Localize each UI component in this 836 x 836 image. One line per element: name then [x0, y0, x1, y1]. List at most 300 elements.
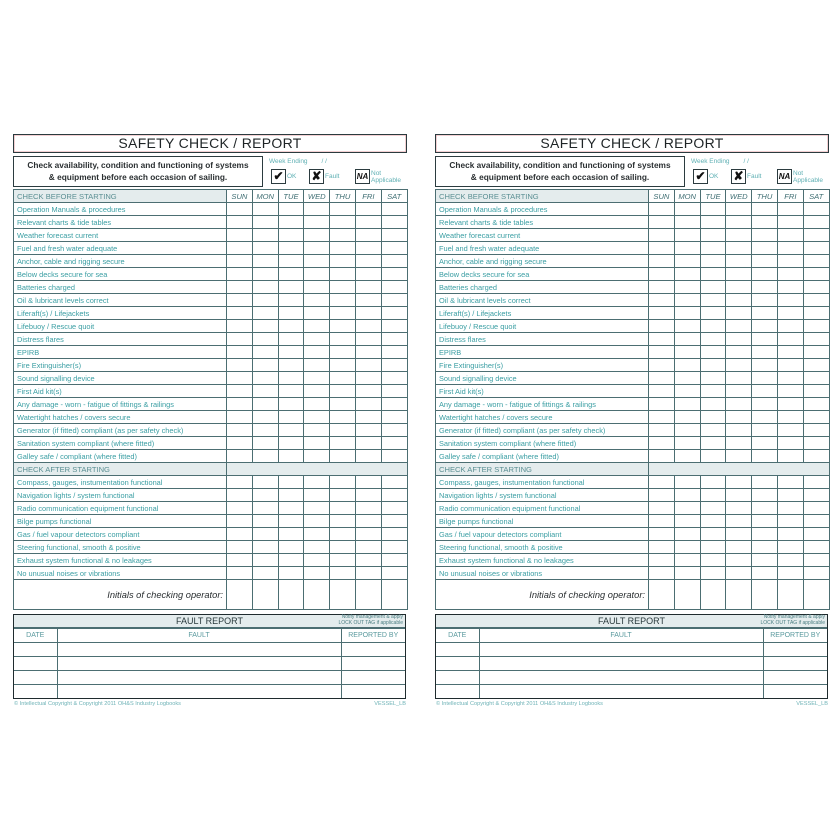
- check-cell-thu[interactable]: [752, 489, 778, 502]
- check-cell-fri[interactable]: [777, 385, 803, 398]
- check-cell-thu[interactable]: [752, 216, 778, 229]
- check-cell-thu[interactable]: [752, 333, 778, 346]
- check-cell-wed[interactable]: [304, 411, 330, 424]
- check-cell-fri[interactable]: [355, 398, 381, 411]
- check-cell-fri[interactable]: [777, 216, 803, 229]
- check-cell-fri[interactable]: [777, 203, 803, 216]
- check-cell-wed[interactable]: [726, 346, 752, 359]
- check-cell-sat[interactable]: [803, 268, 829, 281]
- check-cell-fri[interactable]: [355, 359, 381, 372]
- check-cell-thu[interactable]: [752, 567, 778, 580]
- check-cell-sun[interactable]: [649, 203, 675, 216]
- check-cell-wed[interactable]: [304, 268, 330, 281]
- check-cell-sun[interactable]: [227, 216, 253, 229]
- check-cell-wed[interactable]: [304, 203, 330, 216]
- fault-reported-by-cell[interactable]: [341, 685, 405, 699]
- check-cell-wed[interactable]: [726, 255, 752, 268]
- check-cell-thu[interactable]: [330, 216, 356, 229]
- check-cell-sat[interactable]: [803, 203, 829, 216]
- check-cell-tue[interactable]: [278, 476, 304, 489]
- check-cell-thu[interactable]: [330, 307, 356, 320]
- check-cell-mon[interactable]: [674, 554, 700, 567]
- check-cell-wed[interactable]: [304, 307, 330, 320]
- check-cell-fri[interactable]: [355, 229, 381, 242]
- check-cell-fri[interactable]: [777, 502, 803, 515]
- check-cell-fri[interactable]: [355, 333, 381, 346]
- check-cell-thu[interactable]: [752, 437, 778, 450]
- initials-cell-sat[interactable]: [803, 580, 829, 610]
- check-cell-sun[interactable]: [227, 476, 253, 489]
- initials-cell-sun[interactable]: [227, 580, 253, 610]
- check-cell-mon[interactable]: [674, 515, 700, 528]
- check-cell-thu[interactable]: [752, 320, 778, 333]
- check-cell-sat[interactable]: [803, 242, 829, 255]
- check-cell-thu[interactable]: [752, 203, 778, 216]
- check-cell-tue[interactable]: [278, 528, 304, 541]
- check-cell-wed[interactable]: [304, 424, 330, 437]
- check-cell-mon[interactable]: [674, 203, 700, 216]
- check-cell-mon[interactable]: [674, 229, 700, 242]
- check-cell-sun[interactable]: [649, 398, 675, 411]
- check-cell-sat[interactable]: [381, 450, 407, 463]
- check-cell-tue[interactable]: [278, 333, 304, 346]
- check-cell-sun[interactable]: [227, 437, 253, 450]
- check-cell-thu[interactable]: [330, 489, 356, 502]
- check-cell-sun[interactable]: [649, 385, 675, 398]
- check-cell-sun[interactable]: [649, 528, 675, 541]
- check-cell-wed[interactable]: [726, 502, 752, 515]
- check-cell-wed[interactable]: [726, 320, 752, 333]
- check-cell-wed[interactable]: [726, 515, 752, 528]
- check-cell-sat[interactable]: [381, 333, 407, 346]
- check-cell-sat[interactable]: [803, 502, 829, 515]
- check-cell-sun[interactable]: [649, 502, 675, 515]
- check-cell-wed[interactable]: [304, 346, 330, 359]
- check-cell-tue[interactable]: [278, 502, 304, 515]
- initials-cell-wed[interactable]: [304, 580, 330, 610]
- check-cell-thu[interactable]: [330, 528, 356, 541]
- check-cell-thu[interactable]: [330, 437, 356, 450]
- check-cell-fri[interactable]: [355, 489, 381, 502]
- check-cell-thu[interactable]: [330, 372, 356, 385]
- check-cell-fri[interactable]: [777, 255, 803, 268]
- check-cell-mon[interactable]: [674, 333, 700, 346]
- check-cell-sat[interactable]: [381, 437, 407, 450]
- check-cell-mon[interactable]: [252, 294, 278, 307]
- check-cell-tue[interactable]: [700, 307, 726, 320]
- check-cell-sat[interactable]: [381, 528, 407, 541]
- check-cell-fri[interactable]: [355, 203, 381, 216]
- week-ending-field[interactable]: [269, 158, 327, 165]
- check-cell-thu[interactable]: [752, 255, 778, 268]
- check-cell-thu[interactable]: [752, 502, 778, 515]
- check-cell-thu[interactable]: [330, 541, 356, 554]
- check-cell-thu[interactable]: [752, 372, 778, 385]
- check-cell-wed[interactable]: [304, 372, 330, 385]
- check-cell-thu[interactable]: [752, 554, 778, 567]
- check-cell-sun[interactable]: [227, 307, 253, 320]
- check-cell-sun[interactable]: [227, 489, 253, 502]
- check-cell-fri[interactable]: [355, 281, 381, 294]
- initials-cell-wed[interactable]: [726, 580, 752, 610]
- check-cell-wed[interactable]: [726, 489, 752, 502]
- check-cell-tue[interactable]: [278, 216, 304, 229]
- check-cell-sat[interactable]: [381, 268, 407, 281]
- check-cell-sun[interactable]: [227, 255, 253, 268]
- check-cell-tue[interactable]: [700, 515, 726, 528]
- check-cell-fri[interactable]: [777, 294, 803, 307]
- check-cell-sat[interactable]: [381, 242, 407, 255]
- initials-cell-tue[interactable]: [278, 580, 304, 610]
- check-cell-sun[interactable]: [227, 411, 253, 424]
- initials-cell-fri[interactable]: [777, 580, 803, 610]
- check-cell-thu[interactable]: [330, 255, 356, 268]
- check-cell-sun[interactable]: [649, 424, 675, 437]
- check-cell-wed[interactable]: [304, 359, 330, 372]
- check-cell-wed[interactable]: [304, 502, 330, 515]
- check-cell-fri[interactable]: [355, 541, 381, 554]
- check-cell-mon[interactable]: [252, 216, 278, 229]
- check-cell-mon[interactable]: [674, 216, 700, 229]
- check-cell-wed[interactable]: [304, 528, 330, 541]
- check-cell-mon[interactable]: [252, 346, 278, 359]
- check-cell-sun[interactable]: [649, 450, 675, 463]
- check-cell-thu[interactable]: [752, 528, 778, 541]
- check-cell-thu[interactable]: [330, 229, 356, 242]
- check-cell-wed[interactable]: [304, 489, 330, 502]
- initials-cell-sat[interactable]: [381, 580, 407, 610]
- check-cell-wed[interactable]: [726, 476, 752, 489]
- check-cell-mon[interactable]: [252, 359, 278, 372]
- check-cell-tue[interactable]: [278, 398, 304, 411]
- check-cell-tue[interactable]: [278, 255, 304, 268]
- check-cell-tue[interactable]: [700, 385, 726, 398]
- check-cell-sat[interactable]: [381, 554, 407, 567]
- check-cell-wed[interactable]: [726, 554, 752, 567]
- fault-fault-cell[interactable]: [479, 685, 763, 699]
- check-cell-thu[interactable]: [330, 268, 356, 281]
- check-cell-fri[interactable]: [355, 385, 381, 398]
- check-cell-fri[interactable]: [777, 437, 803, 450]
- check-cell-sat[interactable]: [381, 359, 407, 372]
- check-cell-thu[interactable]: [752, 281, 778, 294]
- check-cell-mon[interactable]: [252, 307, 278, 320]
- check-cell-mon[interactable]: [674, 385, 700, 398]
- fault-reported-by-cell[interactable]: [341, 657, 405, 671]
- check-cell-wed[interactable]: [304, 567, 330, 580]
- check-cell-thu[interactable]: [752, 268, 778, 281]
- check-cell-wed[interactable]: [726, 528, 752, 541]
- check-cell-sun[interactable]: [227, 359, 253, 372]
- fault-date-cell[interactable]: [436, 685, 479, 699]
- check-cell-sun[interactable]: [227, 567, 253, 580]
- check-cell-fri[interactable]: [777, 372, 803, 385]
- check-cell-thu[interactable]: [330, 320, 356, 333]
- check-cell-tue[interactable]: [700, 476, 726, 489]
- check-cell-wed[interactable]: [726, 437, 752, 450]
- check-cell-sun[interactable]: [227, 528, 253, 541]
- check-cell-thu[interactable]: [752, 476, 778, 489]
- check-cell-sun[interactable]: [649, 541, 675, 554]
- check-cell-sat[interactable]: [803, 294, 829, 307]
- fault-reported-by-cell[interactable]: [763, 657, 827, 671]
- check-cell-fri[interactable]: [355, 554, 381, 567]
- check-cell-wed[interactable]: [726, 567, 752, 580]
- check-cell-wed[interactable]: [304, 333, 330, 346]
- check-cell-thu[interactable]: [330, 385, 356, 398]
- check-cell-mon[interactable]: [674, 411, 700, 424]
- check-cell-wed[interactable]: [726, 229, 752, 242]
- check-cell-mon[interactable]: [674, 372, 700, 385]
- check-cell-fri[interactable]: [355, 255, 381, 268]
- check-cell-thu[interactable]: [330, 346, 356, 359]
- check-cell-thu[interactable]: [752, 307, 778, 320]
- check-cell-fri[interactable]: [355, 307, 381, 320]
- check-cell-fri[interactable]: [355, 424, 381, 437]
- check-cell-thu[interactable]: [752, 346, 778, 359]
- check-cell-sun[interactable]: [649, 346, 675, 359]
- check-cell-sun[interactable]: [649, 294, 675, 307]
- check-cell-fri[interactable]: [777, 541, 803, 554]
- check-cell-sun[interactable]: [649, 216, 675, 229]
- check-cell-sat[interactable]: [381, 411, 407, 424]
- check-cell-sat[interactable]: [381, 229, 407, 242]
- check-cell-fri[interactable]: [777, 229, 803, 242]
- check-cell-tue[interactable]: [278, 268, 304, 281]
- check-cell-wed[interactable]: [726, 216, 752, 229]
- check-cell-tue[interactable]: [700, 255, 726, 268]
- check-cell-tue[interactable]: [278, 567, 304, 580]
- check-cell-fri[interactable]: [355, 450, 381, 463]
- check-cell-mon[interactable]: [252, 450, 278, 463]
- fault-reported-by-cell[interactable]: [341, 643, 405, 657]
- check-cell-mon[interactable]: [252, 411, 278, 424]
- check-cell-sat[interactable]: [381, 281, 407, 294]
- check-cell-fri[interactable]: [777, 320, 803, 333]
- check-cell-mon[interactable]: [674, 502, 700, 515]
- check-cell-sat[interactable]: [381, 489, 407, 502]
- check-cell-sun[interactable]: [649, 229, 675, 242]
- initials-cell-thu[interactable]: [752, 580, 778, 610]
- check-cell-sat[interactable]: [803, 528, 829, 541]
- check-cell-mon[interactable]: [252, 333, 278, 346]
- check-cell-mon[interactable]: [674, 281, 700, 294]
- check-cell-tue[interactable]: [278, 203, 304, 216]
- fault-fault-cell[interactable]: [57, 671, 341, 685]
- check-cell-sun[interactable]: [649, 359, 675, 372]
- check-cell-wed[interactable]: [726, 398, 752, 411]
- check-cell-wed[interactable]: [726, 424, 752, 437]
- check-cell-sat[interactable]: [381, 346, 407, 359]
- check-cell-tue[interactable]: [278, 385, 304, 398]
- check-cell-fri[interactable]: [777, 476, 803, 489]
- check-cell-sun[interactable]: [227, 554, 253, 567]
- check-cell-sat[interactable]: [803, 359, 829, 372]
- initials-cell-sun[interactable]: [649, 580, 675, 610]
- check-cell-sat[interactable]: [803, 229, 829, 242]
- check-cell-fri[interactable]: [355, 216, 381, 229]
- check-cell-wed[interactable]: [304, 242, 330, 255]
- check-cell-fri[interactable]: [777, 398, 803, 411]
- check-cell-tue[interactable]: [700, 216, 726, 229]
- check-cell-sun[interactable]: [227, 229, 253, 242]
- check-cell-wed[interactable]: [304, 450, 330, 463]
- check-cell-thu[interactable]: [330, 424, 356, 437]
- check-cell-sun[interactable]: [227, 242, 253, 255]
- check-cell-tue[interactable]: [278, 320, 304, 333]
- check-cell-sun[interactable]: [649, 333, 675, 346]
- check-cell-thu[interactable]: [330, 476, 356, 489]
- check-cell-sat[interactable]: [381, 502, 407, 515]
- initials-cell-tue[interactable]: [700, 580, 726, 610]
- fault-fault-cell[interactable]: [57, 685, 341, 699]
- check-cell-thu[interactable]: [752, 398, 778, 411]
- check-cell-wed[interactable]: [304, 294, 330, 307]
- check-cell-tue[interactable]: [700, 541, 726, 554]
- check-cell-sat[interactable]: [803, 554, 829, 567]
- check-cell-thu[interactable]: [752, 424, 778, 437]
- check-cell-mon[interactable]: [674, 450, 700, 463]
- check-cell-mon[interactable]: [252, 242, 278, 255]
- check-cell-sun[interactable]: [649, 567, 675, 580]
- check-cell-wed[interactable]: [726, 541, 752, 554]
- check-cell-sat[interactable]: [381, 567, 407, 580]
- check-cell-fri[interactable]: [355, 268, 381, 281]
- check-cell-sun[interactable]: [227, 346, 253, 359]
- check-cell-sun[interactable]: [649, 242, 675, 255]
- check-cell-sun[interactable]: [227, 294, 253, 307]
- check-cell-thu[interactable]: [752, 515, 778, 528]
- check-cell-tue[interactable]: [700, 294, 726, 307]
- check-cell-thu[interactable]: [330, 502, 356, 515]
- check-cell-sat[interactable]: [803, 255, 829, 268]
- fault-reported-by-cell[interactable]: [763, 643, 827, 657]
- check-cell-mon[interactable]: [252, 268, 278, 281]
- check-cell-mon[interactable]: [674, 528, 700, 541]
- check-cell-mon[interactable]: [252, 528, 278, 541]
- check-cell-fri[interactable]: [777, 281, 803, 294]
- check-cell-sat[interactable]: [381, 515, 407, 528]
- initials-cell-thu[interactable]: [330, 580, 356, 610]
- check-cell-mon[interactable]: [674, 567, 700, 580]
- check-cell-sun[interactable]: [227, 320, 253, 333]
- fault-reported-by-cell[interactable]: [763, 671, 827, 685]
- check-cell-sun[interactable]: [227, 515, 253, 528]
- check-cell-fri[interactable]: [777, 411, 803, 424]
- check-cell-thu[interactable]: [330, 359, 356, 372]
- check-cell-sun[interactable]: [649, 411, 675, 424]
- check-cell-tue[interactable]: [700, 450, 726, 463]
- check-cell-wed[interactable]: [726, 281, 752, 294]
- check-cell-mon[interactable]: [674, 541, 700, 554]
- check-cell-tue[interactable]: [700, 411, 726, 424]
- check-cell-wed[interactable]: [304, 541, 330, 554]
- check-cell-fri[interactable]: [355, 320, 381, 333]
- check-cell-sat[interactable]: [803, 476, 829, 489]
- check-cell-tue[interactable]: [700, 333, 726, 346]
- check-cell-wed[interactable]: [304, 255, 330, 268]
- check-cell-wed[interactable]: [726, 333, 752, 346]
- check-cell-tue[interactable]: [700, 567, 726, 580]
- check-cell-tue[interactable]: [700, 424, 726, 437]
- check-cell-thu[interactable]: [330, 281, 356, 294]
- check-cell-thu[interactable]: [752, 242, 778, 255]
- check-cell-sun[interactable]: [227, 333, 253, 346]
- fault-date-cell[interactable]: [436, 643, 479, 657]
- check-cell-sat[interactable]: [381, 307, 407, 320]
- check-cell-tue[interactable]: [278, 359, 304, 372]
- check-cell-wed[interactable]: [726, 385, 752, 398]
- check-cell-thu[interactable]: [752, 294, 778, 307]
- check-cell-sat[interactable]: [381, 320, 407, 333]
- check-cell-sun[interactable]: [227, 424, 253, 437]
- check-cell-sat[interactable]: [381, 385, 407, 398]
- check-cell-wed[interactable]: [726, 268, 752, 281]
- check-cell-mon[interactable]: [252, 424, 278, 437]
- check-cell-thu[interactable]: [752, 385, 778, 398]
- check-cell-fri[interactable]: [777, 450, 803, 463]
- check-cell-wed[interactable]: [726, 242, 752, 255]
- check-cell-mon[interactable]: [252, 229, 278, 242]
- check-cell-wed[interactable]: [304, 398, 330, 411]
- check-cell-sat[interactable]: [803, 411, 829, 424]
- check-cell-sun[interactable]: [649, 255, 675, 268]
- fault-reported-by-cell[interactable]: [341, 671, 405, 685]
- check-cell-wed[interactable]: [726, 294, 752, 307]
- check-cell-sat[interactable]: [381, 294, 407, 307]
- check-cell-sun[interactable]: [649, 476, 675, 489]
- check-cell-tue[interactable]: [278, 294, 304, 307]
- check-cell-sun[interactable]: [227, 450, 253, 463]
- check-cell-tue[interactable]: [278, 489, 304, 502]
- check-cell-tue[interactable]: [700, 437, 726, 450]
- check-cell-sat[interactable]: [381, 541, 407, 554]
- check-cell-tue[interactable]: [278, 437, 304, 450]
- check-cell-thu[interactable]: [752, 541, 778, 554]
- check-cell-mon[interactable]: [252, 398, 278, 411]
- check-cell-mon[interactable]: [674, 255, 700, 268]
- check-cell-mon[interactable]: [252, 437, 278, 450]
- check-cell-tue[interactable]: [278, 411, 304, 424]
- check-cell-tue[interactable]: [278, 515, 304, 528]
- check-cell-tue[interactable]: [278, 229, 304, 242]
- check-cell-sat[interactable]: [381, 216, 407, 229]
- check-cell-mon[interactable]: [252, 502, 278, 515]
- check-cell-sun[interactable]: [649, 307, 675, 320]
- check-cell-mon[interactable]: [674, 346, 700, 359]
- check-cell-mon[interactable]: [674, 359, 700, 372]
- check-cell-fri[interactable]: [355, 346, 381, 359]
- check-cell-tue[interactable]: [278, 242, 304, 255]
- check-cell-fri[interactable]: [355, 411, 381, 424]
- check-cell-sun[interactable]: [649, 281, 675, 294]
- check-cell-sun[interactable]: [649, 320, 675, 333]
- check-cell-sat[interactable]: [381, 255, 407, 268]
- check-cell-thu[interactable]: [330, 515, 356, 528]
- check-cell-mon[interactable]: [252, 281, 278, 294]
- check-cell-fri[interactable]: [777, 242, 803, 255]
- fault-fault-cell[interactable]: [57, 643, 341, 657]
- initials-cell-mon[interactable]: [674, 580, 700, 610]
- fault-date-cell[interactable]: [14, 685, 57, 699]
- check-cell-wed[interactable]: [726, 411, 752, 424]
- check-cell-sun[interactable]: [649, 437, 675, 450]
- check-cell-mon[interactable]: [674, 320, 700, 333]
- check-cell-mon[interactable]: [674, 437, 700, 450]
- check-cell-wed[interactable]: [304, 515, 330, 528]
- check-cell-tue[interactable]: [700, 489, 726, 502]
- check-cell-tue[interactable]: [700, 242, 726, 255]
